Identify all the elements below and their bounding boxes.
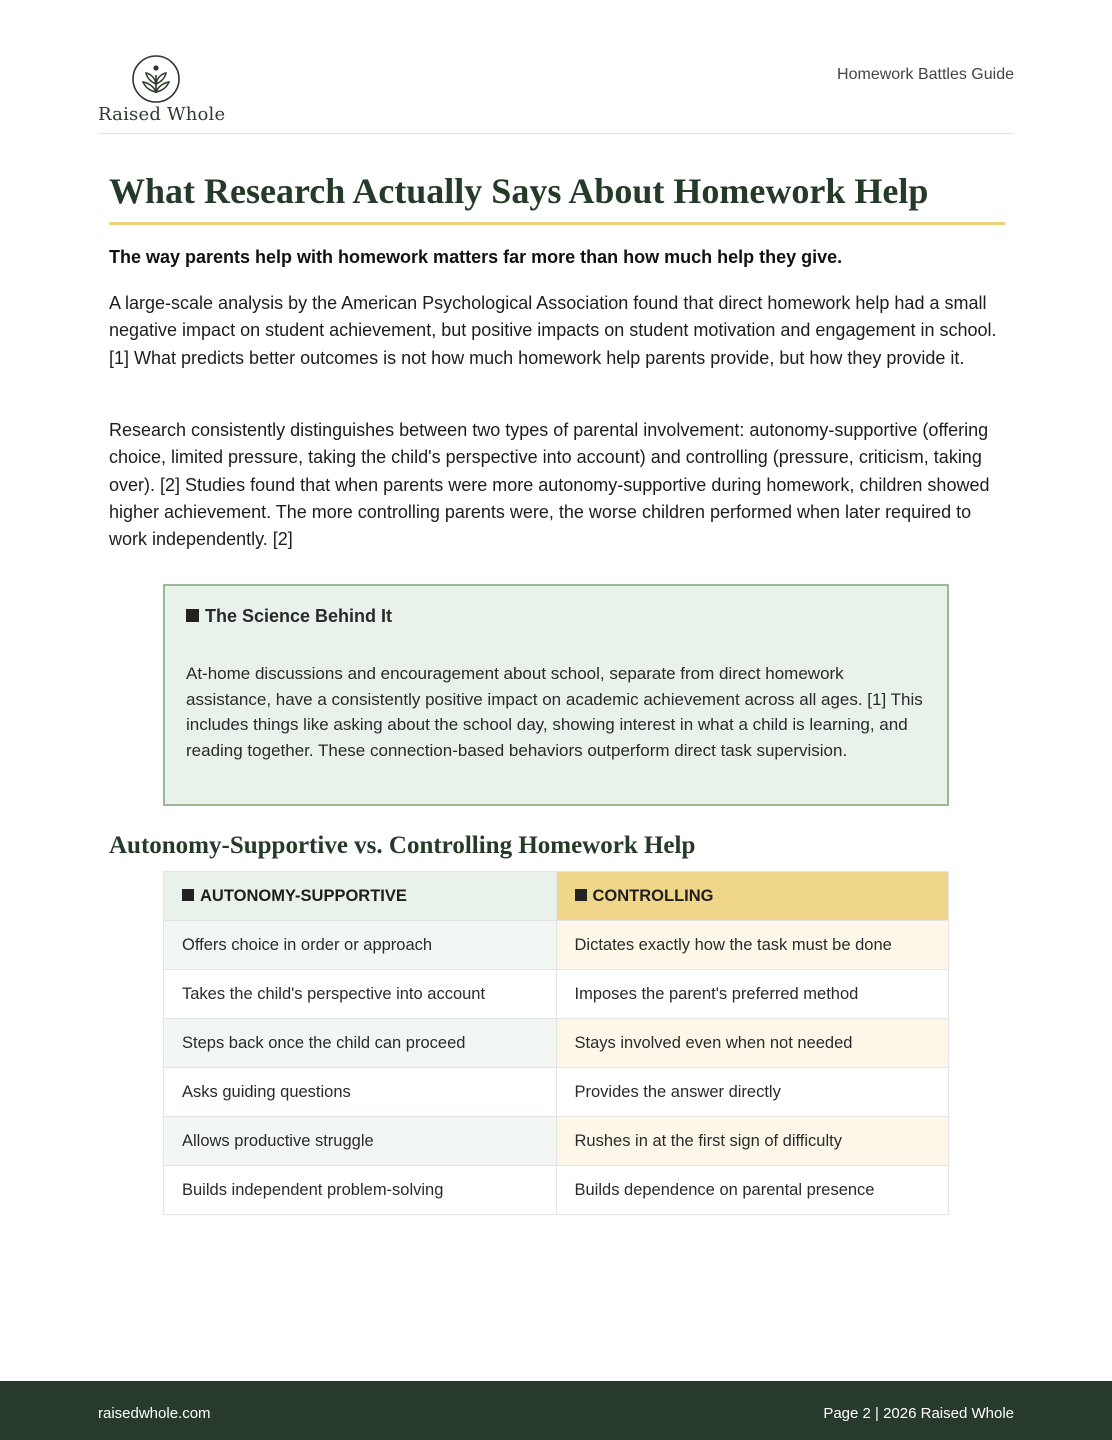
table-cell: Offers choice in order or approach (164, 921, 557, 970)
table-cell: Imposes the parent's preferred method (556, 970, 949, 1019)
guide-title: Homework Battles Guide (837, 66, 1014, 83)
table-header-row (164, 872, 949, 921)
page-title: What Research Actually Says About Homework Help (109, 170, 1005, 225)
table-row (164, 1019, 949, 1068)
table-cell: Rushes in at the first sign of difficulty (556, 1117, 949, 1166)
table-row (164, 1117, 949, 1166)
square-bullet-icon (186, 609, 199, 622)
column-header-autonomy: AUTONOMY-SUPPORTIVE (164, 872, 557, 921)
square-bullet-icon (182, 889, 194, 901)
page-footer (0, 1381, 1112, 1440)
table-row (164, 970, 949, 1019)
science-callout (163, 584, 949, 806)
brand-name: Raised Whole (98, 104, 226, 125)
comparison-title: Autonomy-Supportive vs. Controlling Homework Help (109, 832, 696, 859)
brand-logo[interactable] (98, 52, 226, 128)
table-cell: Provides the answer directly (556, 1068, 949, 1117)
table-cell: Allows productive struggle (164, 1117, 557, 1166)
table-cell: Builds independent problem-solving (164, 1166, 557, 1215)
callout-heading (186, 606, 392, 627)
column-header-controlling: CONTROLLING (556, 872, 949, 921)
footer-page-info: Page 2 | 2026 Raised Whole (823, 1405, 1014, 1422)
callout-body: At-home discussions and encouragement about school, separate from direct homework assistance, have a consistently positive impact on academic achievement across all ages. [1] This includes things like asking about the school day, showing interest in what a child is learning, and reading together. These connection-based behaviors outperform direct task supervision. (186, 664, 923, 760)
footer-website-link[interactable]: raisedwhole.com (98, 1405, 211, 1422)
table-cell: Builds dependence on parental presence (556, 1166, 949, 1215)
body-paragraph: A large-scale analysis by the American Psychological Association found that direct homework help had a small negative impact on student achievement, but positive impacts on student motivation and engagement in school. [1] What predicts better outcomes is not how much homework help parents provide, but how they provide it. (109, 293, 997, 368)
table-row (164, 1068, 949, 1117)
square-bullet-icon (575, 889, 587, 901)
comparison-table (163, 871, 949, 1215)
table-cell: Dictates exactly how the task must be done (556, 921, 949, 970)
table-row (164, 921, 949, 970)
page-header (98, 52, 1014, 134)
table-row (164, 1166, 949, 1215)
callout-heading-text: The Science Behind It (205, 606, 393, 626)
table-cell: Steps back once the child can proceed (164, 1019, 557, 1068)
lead-statement: The way parents help with homework matters far more than how much help they give. (109, 247, 843, 267)
table-cell: Takes the child's perspective into account (164, 970, 557, 1019)
body-paragraph: Research consistently distinguishes between two types of parental involvement: autonomy-supportive (offering choice, limited pressure, taking the child's perspective into account) and controlling (pressure, criticism, taking over). [2] Studies found that when parents were more autonomy-supportive during homework, children showed higher achievement. The more controlling parents were, the worse children performed when later required to work independently. [2] (109, 420, 990, 550)
table-cell: Stays involved even when not needed (556, 1019, 949, 1068)
sprout-circle-icon (131, 54, 181, 104)
table-cell: Asks guiding questions (164, 1068, 557, 1117)
